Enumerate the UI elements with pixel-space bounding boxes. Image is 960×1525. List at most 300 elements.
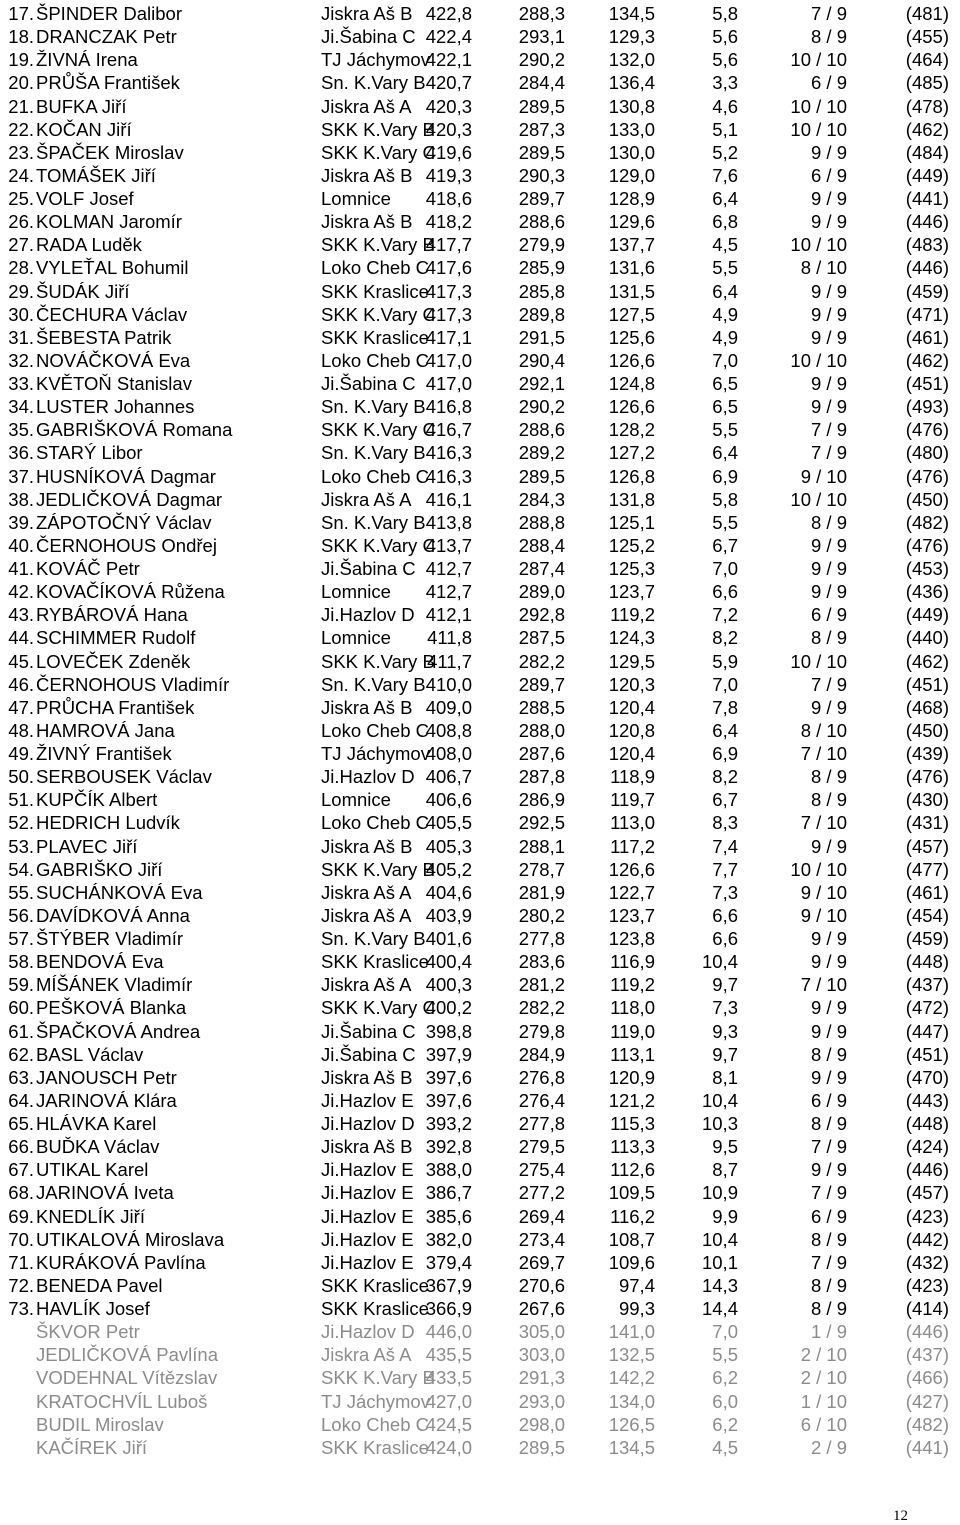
total-average: 379,4 [425, 1251, 472, 1273]
rank-cell: 45. [8, 650, 34, 672]
full-average: 290,3 [518, 164, 565, 186]
clear-average: 126,8 [608, 465, 655, 487]
full-average: 290,2 [518, 396, 565, 418]
table-row [0, 788, 960, 811]
club-name: Ji.Hazlov E [321, 1228, 414, 1250]
full-average: 289,5 [518, 95, 565, 117]
best-score: (451) [905, 1043, 949, 1065]
misses-average: 5,1 [712, 118, 738, 140]
table-row [0, 210, 960, 233]
table-row [0, 927, 960, 950]
table-row [0, 673, 960, 696]
rank-cell: 39. [8, 511, 34, 533]
games-played: 7 / 9 [811, 1182, 847, 1204]
rank-cell: 51. [8, 789, 34, 811]
club-name: Jiskra Aš B [321, 3, 413, 24]
best-score: (440) [905, 627, 949, 649]
player-name: PEŠKOVÁ Blanka [36, 997, 187, 1019]
clear-average: 109,5 [608, 1182, 655, 1204]
misses-average: 6,2 [712, 1413, 738, 1435]
rank-cell: 53. [8, 835, 34, 857]
club-name: Ji.Šabina C [321, 1043, 416, 1065]
games-played: 7 / 9 [811, 419, 847, 441]
clear-average: 127,2 [608, 442, 655, 464]
games-played: 9 / 9 [811, 326, 847, 348]
club-name: Ji.Hazlov D [321, 604, 415, 626]
club-name: Jiskra Aš B [321, 835, 413, 857]
games-played: 9 / 9 [811, 997, 847, 1019]
club-name: Loko Cheb C [321, 719, 429, 741]
total-average: 400,4 [425, 951, 472, 973]
best-score: (437) [905, 974, 949, 996]
full-average: 288,4 [518, 534, 565, 556]
club-name: Jiskra Aš B [321, 1066, 413, 1088]
player-name: SCHIMMER Rudolf [36, 627, 196, 649]
rank-cell: 27. [8, 234, 34, 256]
club-name: SKK Kraslice [321, 280, 429, 302]
clear-average: 127,5 [608, 303, 655, 325]
table-row [0, 118, 960, 141]
total-average: 416,3 [425, 465, 472, 487]
misses-average: 8,1 [712, 1066, 738, 1088]
club-name: Ji.Šabina C [321, 373, 416, 394]
misses-average: 8,2 [712, 627, 738, 649]
misses-average: 6,4 [712, 188, 738, 209]
player-name: ŠUDÁK Jiří [36, 280, 130, 302]
full-average: 289,0 [518, 581, 565, 603]
misses-average: 6,5 [712, 396, 738, 418]
full-average: 289,2 [518, 442, 565, 464]
misses-average: 6,7 [712, 534, 738, 556]
misses-average: 6,5 [712, 373, 738, 394]
player-name: RADA Luděk [36, 234, 142, 256]
rank-cell: 20. [8, 72, 34, 94]
rank-cell: 73. [8, 1298, 34, 1319]
full-average: 282,2 [518, 650, 565, 672]
games-played: 9 / 10 [800, 904, 847, 926]
full-average: 288,8 [518, 511, 565, 533]
best-score: (447) [905, 1020, 949, 1042]
player-name: HLÁVKA Karel [36, 1113, 157, 1134]
full-average: 284,9 [518, 1043, 565, 1065]
total-average: 422,8 [425, 3, 472, 24]
clear-average: 134,0 [608, 1390, 655, 1412]
clear-average: 125,3 [608, 558, 655, 579]
clear-average: 120,8 [608, 719, 655, 741]
rank-cell: 37. [8, 465, 34, 487]
best-score: (453) [905, 558, 949, 579]
club-name: Jiskra Aš A [321, 95, 412, 117]
club-name: Lomnice [321, 789, 391, 811]
clear-average: 126,6 [608, 396, 655, 418]
misses-average: 9,7 [712, 974, 738, 996]
misses-average: 7,7 [712, 858, 738, 880]
games-played: 7 / 9 [811, 3, 847, 24]
clear-average: 109,6 [608, 1251, 655, 1273]
best-score: (461) [905, 881, 949, 903]
rank-cell: 63. [8, 1066, 34, 1088]
misses-average: 10,1 [701, 1251, 738, 1273]
rank-cell: 48. [8, 719, 34, 741]
player-name: DAVÍDKOVÁ Anna [36, 904, 190, 926]
rank-cell: 72. [8, 1274, 34, 1296]
table-row [0, 71, 960, 94]
misses-average: 9,9 [712, 1205, 738, 1227]
table-row [0, 1320, 960, 1343]
full-average: 305,0 [518, 1321, 565, 1343]
clear-average: 116,9 [610, 951, 655, 973]
rank-cell: 41. [8, 558, 34, 579]
best-score: (455) [905, 26, 949, 48]
total-average: 408,8 [425, 719, 472, 741]
misses-average: 7,3 [712, 881, 738, 903]
rank-cell: 18. [8, 26, 34, 48]
club-name: SKK K.Vary C [321, 141, 436, 163]
total-average: 398,8 [425, 1020, 472, 1042]
best-score: (476) [905, 465, 949, 487]
clear-average: 119,2 [610, 604, 655, 626]
misses-average: 8,7 [712, 1159, 738, 1181]
total-average: 420,3 [425, 95, 472, 117]
clear-average: 126,6 [608, 349, 655, 371]
table-row [0, 881, 960, 904]
games-played: 8 / 10 [800, 257, 847, 279]
rank-cell: 61. [8, 1020, 34, 1042]
clear-average: 130,0 [608, 141, 655, 163]
clear-average: 118,9 [610, 766, 655, 788]
full-average: 287,4 [518, 558, 565, 579]
club-name: SKK K.Vary B [321, 858, 435, 880]
clear-average: 113,0 [610, 812, 655, 834]
games-played: 2 / 10 [800, 1344, 847, 1366]
rank-cell: 69. [8, 1205, 34, 1227]
clear-average: 123,7 [608, 904, 655, 926]
player-name: ŠKVOR Petr [36, 1321, 140, 1343]
full-average: 293,1 [518, 26, 565, 48]
full-average: 287,3 [518, 118, 565, 140]
player-name: ŠEBESTA Patrik [36, 326, 172, 348]
table-row [0, 835, 960, 858]
misses-average: 4,5 [712, 1436, 738, 1458]
club-name: Ji.Hazlov E [321, 1205, 414, 1227]
clear-average: 99,3 [618, 1298, 655, 1319]
total-average: 435,5 [425, 1344, 472, 1366]
games-played: 9 / 9 [811, 928, 847, 949]
player-name: BENDOVÁ Eva [36, 951, 164, 973]
player-name: ČECHURA Václav [36, 303, 188, 325]
player-name: PRŮŠA František [36, 72, 180, 94]
table-row [0, 256, 960, 279]
player-name: BUĎKA Václav [36, 1136, 160, 1158]
total-average: 397,6 [425, 1066, 472, 1088]
club-name: Jiskra Aš A [321, 1344, 412, 1366]
clear-average: 97,4 [618, 1274, 655, 1296]
full-average: 298,0 [518, 1413, 565, 1435]
rank-cell: 57. [8, 928, 34, 949]
games-played: 10 / 10 [790, 49, 847, 71]
rank-cell: 22. [8, 118, 34, 140]
club-name: Ji.Hazlov E [321, 1251, 414, 1273]
player-name: JARINOVÁ Klára [36, 1089, 177, 1111]
club-name: Loko Cheb C [321, 349, 429, 371]
clear-average: 136,4 [608, 72, 655, 94]
total-average: 413,7 [425, 534, 472, 556]
table-row [0, 164, 960, 187]
best-score: (476) [905, 534, 949, 556]
clear-average: 132,0 [608, 49, 655, 71]
rank-cell: 66. [8, 1136, 34, 1158]
games-played: 10 / 10 [790, 118, 847, 140]
total-average: 412,1 [425, 604, 472, 626]
misses-average: 8,2 [712, 766, 738, 788]
games-played: 7 / 10 [800, 974, 847, 996]
clear-average: 131,8 [608, 488, 655, 510]
total-average: 393,2 [425, 1113, 472, 1134]
best-score: (446) [905, 211, 949, 233]
games-played: 8 / 9 [811, 1228, 847, 1250]
rank-cell: 52. [8, 812, 34, 834]
clear-average: 115,3 [610, 1113, 655, 1134]
misses-average: 14,4 [701, 1298, 738, 1319]
misses-average: 9,3 [712, 1020, 738, 1042]
games-played: 8 / 9 [811, 1274, 847, 1296]
club-name: Lomnice [321, 188, 391, 209]
club-name: Ji.Šabina C [321, 558, 416, 579]
best-score: (414) [905, 1298, 949, 1319]
clear-average: 129,3 [608, 26, 655, 48]
total-average: 405,5 [425, 812, 472, 834]
total-average: 404,6 [425, 881, 472, 903]
table-row [0, 650, 960, 673]
full-average: 288,3 [518, 3, 565, 24]
misses-average: 6,4 [712, 719, 738, 741]
player-name: BENEDA Pavel [36, 1274, 163, 1296]
games-played: 10 / 10 [790, 349, 847, 371]
misses-average: 10,4 [701, 1228, 738, 1250]
club-name: SKK K.Vary B [321, 650, 435, 672]
best-score: (446) [905, 1321, 949, 1343]
rank-cell: 40. [8, 534, 34, 556]
player-name: RYBÁROVÁ Hana [36, 604, 188, 626]
full-average: 292,1 [518, 373, 565, 394]
player-name: SERBOUSEK Václav [36, 766, 212, 788]
table-row [0, 603, 960, 626]
games-played: 9 / 9 [811, 211, 847, 233]
best-score: (448) [905, 1113, 949, 1134]
table-row [0, 233, 960, 256]
total-average: 382,0 [425, 1228, 472, 1250]
games-played: 6 / 9 [811, 1089, 847, 1111]
full-average: 303,0 [518, 1344, 565, 1366]
best-score: (437) [905, 1344, 949, 1366]
games-played: 9 / 9 [811, 1020, 847, 1042]
player-name: KURÁKOVÁ Pavlína [36, 1251, 206, 1273]
full-average: 290,4 [518, 349, 565, 371]
best-score: (468) [905, 696, 949, 718]
misses-average: 6,6 [712, 581, 738, 603]
misses-average: 4,9 [712, 303, 738, 325]
misses-average: 10,3 [701, 1113, 738, 1134]
misses-average: 4,5 [712, 234, 738, 256]
table-row [0, 1020, 960, 1043]
total-average: 420,7 [425, 72, 472, 94]
total-average: 417,7 [425, 234, 472, 256]
full-average: 269,7 [518, 1251, 565, 1273]
player-name: LOVEČEK Zdeněk [36, 650, 191, 672]
rank-cell: 49. [8, 743, 34, 764]
club-name: Ji.Šabina C [321, 1020, 416, 1042]
misses-average: 6,0 [712, 1390, 738, 1412]
club-name: Sn. K.Vary B [321, 928, 426, 949]
full-average: 289,5 [518, 465, 565, 487]
misses-average: 7,3 [712, 997, 738, 1019]
best-score: (476) [905, 766, 949, 788]
clear-average: 113,3 [610, 1136, 655, 1158]
games-played: 1 / 9 [811, 1321, 847, 1343]
total-average: 403,9 [425, 904, 472, 926]
best-score: (482) [905, 1413, 949, 1435]
rank-cell: 23. [8, 141, 34, 163]
misses-average: 7,2 [712, 604, 738, 626]
full-average: 270,6 [518, 1274, 565, 1296]
player-name: ŽIVNÝ František [36, 743, 172, 764]
clear-average: 137,7 [608, 234, 655, 256]
results-table [0, 2, 960, 1459]
misses-average: 6,8 [712, 211, 738, 233]
games-played: 8 / 9 [811, 766, 847, 788]
clear-average: 134,5 [608, 1436, 655, 1458]
total-average: 417,3 [425, 303, 472, 325]
club-name: Loko Cheb C [321, 257, 429, 279]
clear-average: 119,0 [610, 1020, 655, 1042]
misses-average: 5,5 [712, 511, 738, 533]
total-average: 405,3 [425, 835, 472, 857]
table-row [0, 1413, 960, 1436]
misses-average: 5,8 [712, 3, 738, 24]
best-score: (451) [905, 373, 949, 394]
player-name: TOMÁŠEK Jiří [36, 164, 156, 186]
misses-average: 10,9 [701, 1182, 738, 1204]
best-score: (446) [905, 1159, 949, 1181]
games-played: 7 / 9 [811, 673, 847, 695]
club-name: Ji.Hazlov D [321, 1113, 415, 1134]
misses-average: 9,7 [712, 1043, 738, 1065]
club-name: Jiskra Aš A [321, 881, 412, 903]
club-name: Lomnice [321, 627, 391, 649]
best-score: (448) [905, 951, 949, 973]
games-played: 9 / 9 [811, 396, 847, 418]
club-name: Jiskra Aš B [321, 696, 413, 718]
table-row [0, 719, 960, 742]
total-average: 427,0 [425, 1390, 472, 1412]
table-row [0, 973, 960, 996]
club-name: Jiskra Aš B [321, 164, 413, 186]
games-played: 10 / 10 [790, 234, 847, 256]
games-played: 6 / 9 [811, 72, 847, 94]
table-row [0, 326, 960, 349]
table-row [0, 48, 960, 71]
rank-cell: 21. [8, 95, 34, 117]
best-score: (446) [905, 257, 949, 279]
total-average: 416,1 [425, 488, 472, 510]
best-score: (443) [905, 1089, 949, 1111]
misses-average: 5,5 [712, 419, 738, 441]
table-row [0, 349, 960, 372]
total-average: 412,7 [425, 581, 472, 603]
best-score: (461) [905, 326, 949, 348]
rank-cell: 35. [8, 419, 34, 441]
player-name: ZÁPOTOČNÝ Václav [36, 511, 212, 533]
player-name: ŠPAČKOVÁ Andrea [36, 1020, 201, 1042]
table-row [0, 372, 960, 395]
rank-cell: 26. [8, 211, 34, 233]
table-row [0, 1228, 960, 1251]
rank-cell: 42. [8, 581, 34, 603]
clear-average: 124,8 [608, 373, 655, 394]
best-score: (449) [905, 164, 949, 186]
best-score: (470) [905, 1066, 949, 1088]
full-average: 289,8 [518, 303, 565, 325]
player-name: KUPČÍK Albert [36, 789, 158, 811]
clear-average: 142,2 [608, 1367, 655, 1389]
clear-average: 133,0 [608, 118, 655, 140]
best-score: (466) [905, 1367, 949, 1389]
player-name: KNEDLÍK Jiří [36, 1205, 145, 1227]
best-score: (436) [905, 581, 949, 603]
table-row [0, 534, 960, 557]
games-played: 1 / 10 [800, 1390, 847, 1412]
clear-average: 119,2 [610, 974, 655, 996]
total-average: 422,1 [425, 49, 472, 71]
full-average: 267,6 [518, 1298, 565, 1319]
games-played: 7 / 9 [811, 1136, 847, 1158]
total-average: 392,8 [425, 1136, 472, 1158]
misses-average: 6,2 [712, 1367, 738, 1389]
player-name: VOLF Josef [36, 188, 134, 209]
rank-cell: 67. [8, 1159, 34, 1181]
total-average: 388,0 [425, 1159, 472, 1181]
club-name: Jiskra Aš B [321, 1136, 413, 1158]
best-score: (476) [905, 419, 949, 441]
rank-cell: 28. [8, 257, 34, 279]
games-played: 6 / 9 [811, 164, 847, 186]
clear-average: 141,0 [608, 1321, 655, 1343]
full-average: 289,7 [518, 188, 565, 209]
table-row [0, 488, 960, 511]
club-name: Lomnice [321, 581, 391, 603]
table-row [0, 811, 960, 834]
games-played: 6 / 9 [811, 1205, 847, 1227]
misses-average: 5,9 [712, 650, 738, 672]
total-average: 385,6 [425, 1205, 472, 1227]
best-score: (471) [905, 303, 949, 325]
games-played: 9 / 10 [800, 465, 847, 487]
full-average: 289,5 [518, 141, 565, 163]
player-name: SUCHÁNKOVÁ Eva [36, 881, 203, 903]
games-played: 10 / 10 [790, 650, 847, 672]
misses-average: 5,2 [712, 141, 738, 163]
misses-average: 7,8 [712, 696, 738, 718]
full-average: 289,7 [518, 673, 565, 695]
full-average: 277,8 [518, 1113, 565, 1134]
table-row [0, 1390, 960, 1413]
games-played: 2 / 9 [811, 1436, 847, 1458]
clear-average: 126,5 [608, 1413, 655, 1435]
games-played: 8 / 9 [811, 1298, 847, 1319]
clear-average: 112,6 [610, 1159, 655, 1181]
games-played: 10 / 10 [790, 858, 847, 880]
full-average: 292,8 [518, 604, 565, 626]
